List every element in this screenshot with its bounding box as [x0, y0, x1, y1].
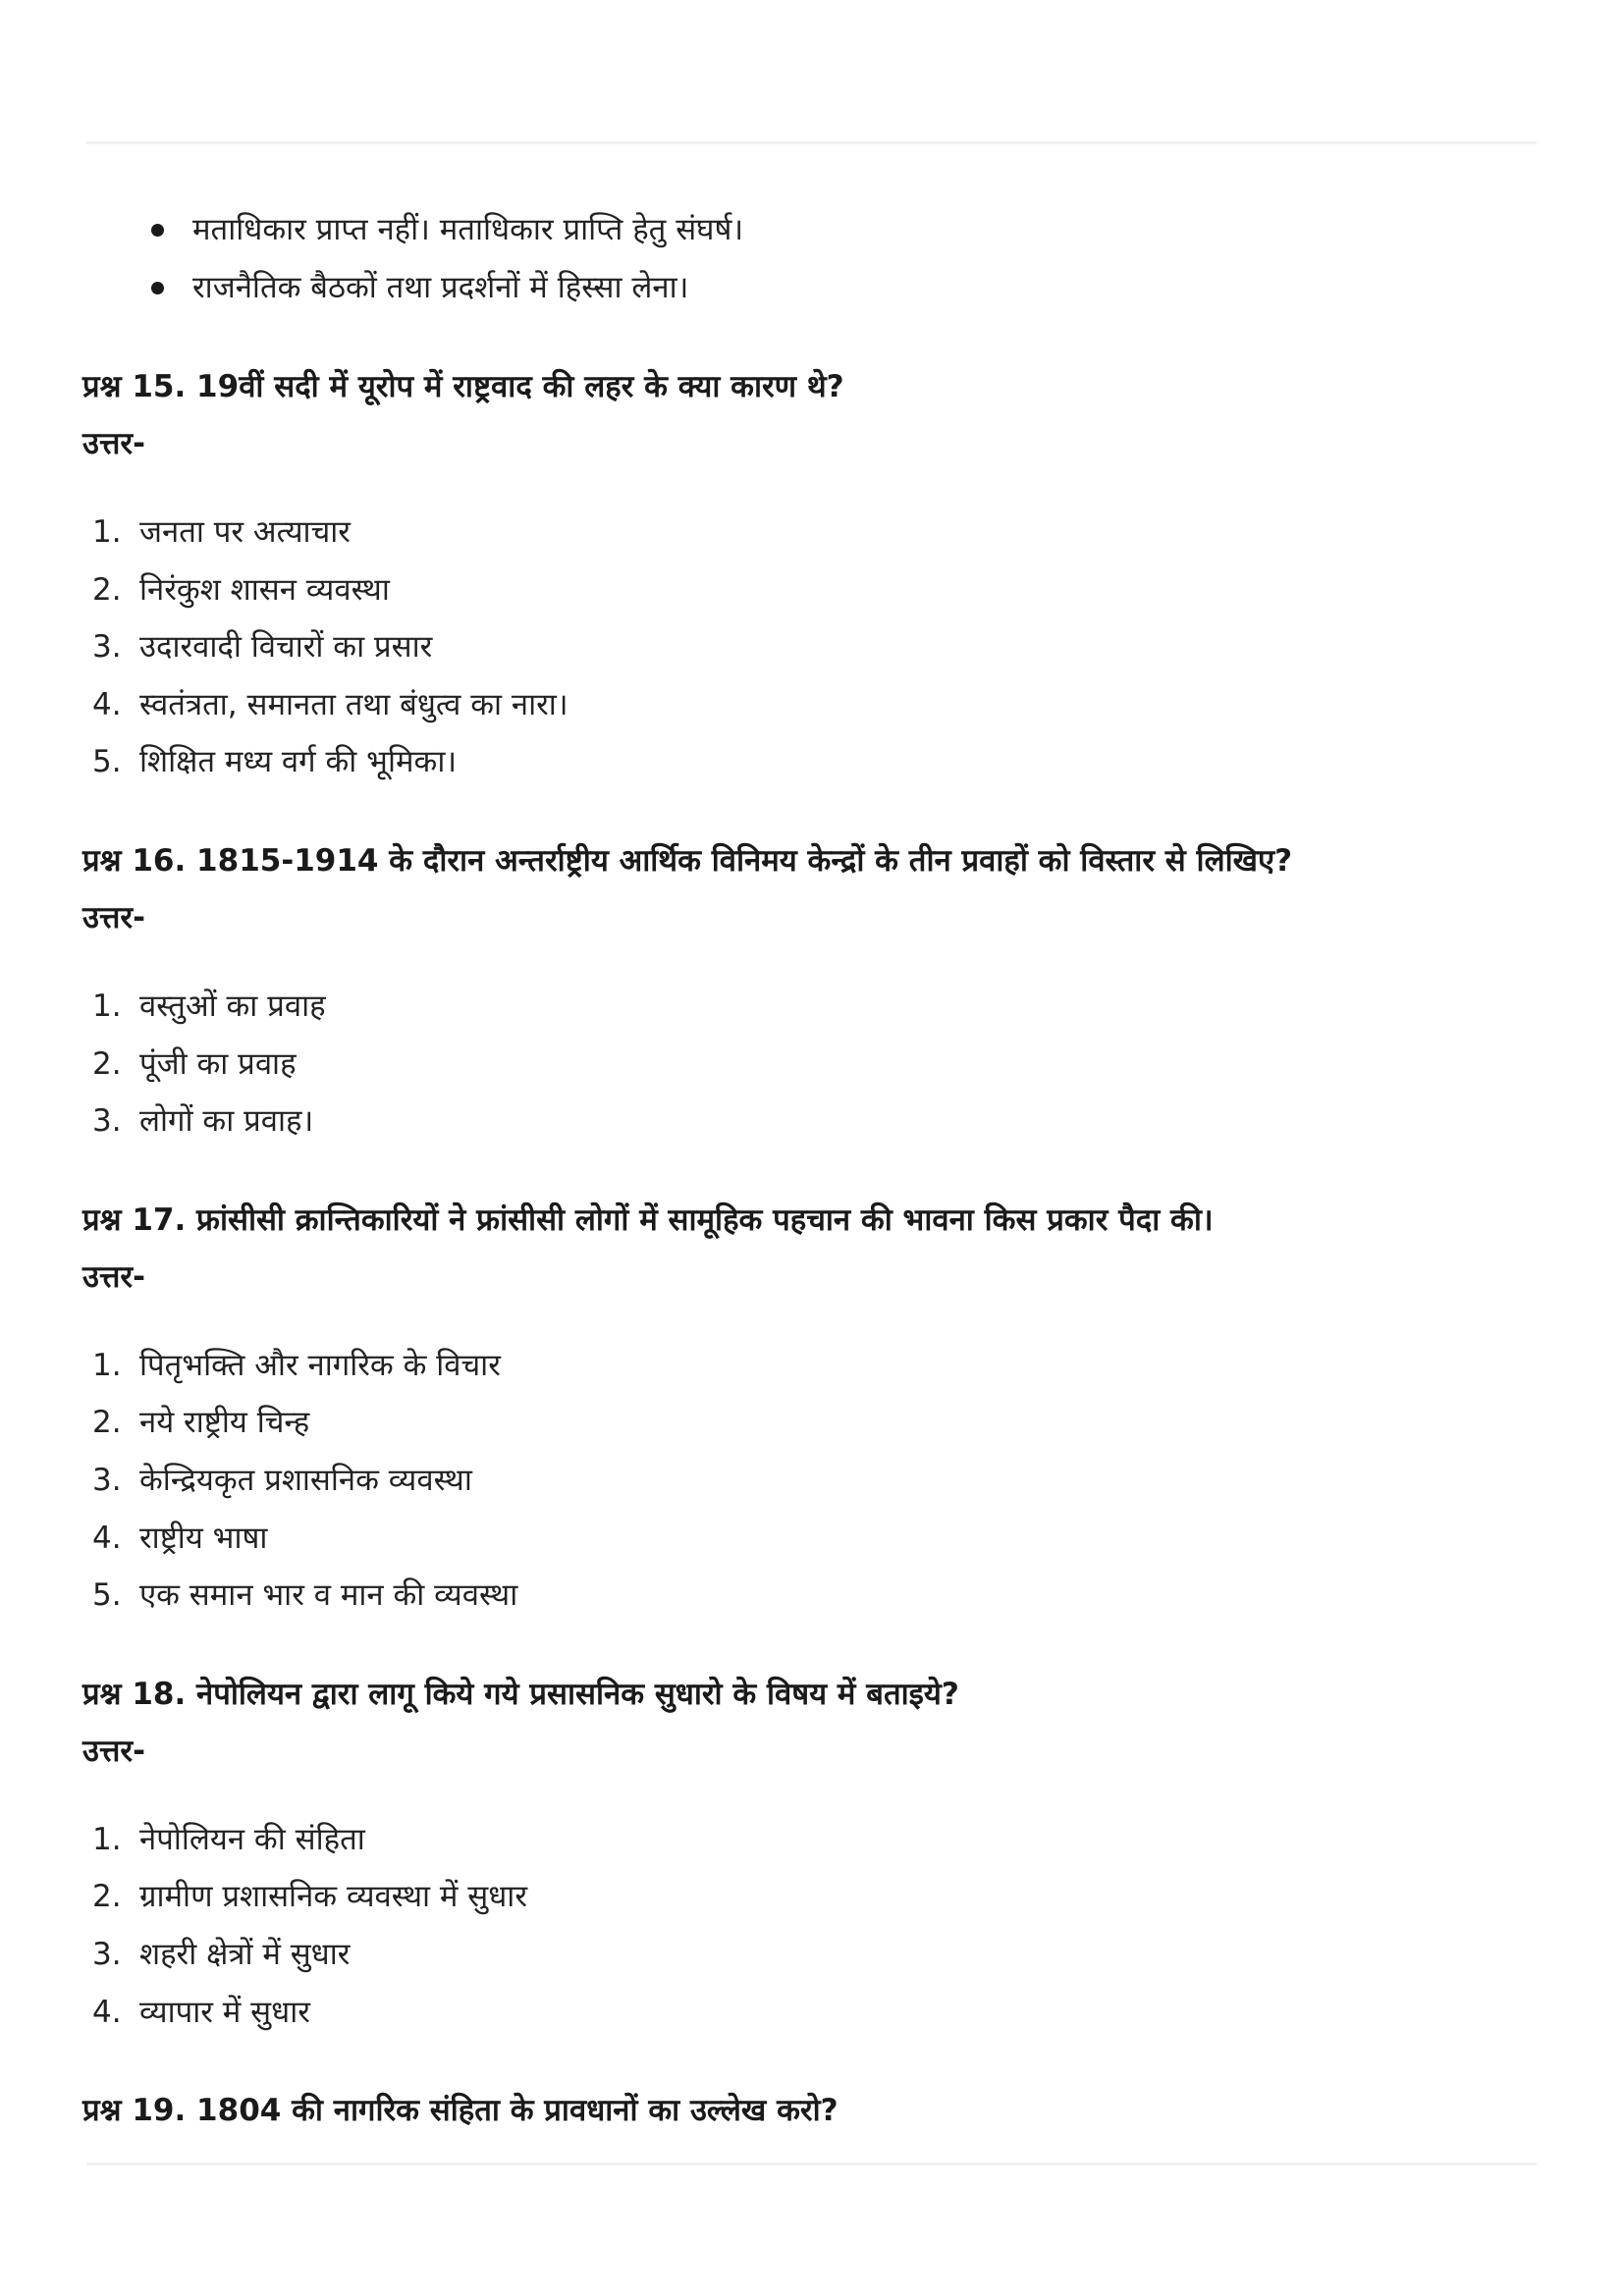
item-text: व्यापार में सुधार: [139, 1994, 310, 2030]
item-text: शहरी क्षेत्रों में सुधार: [139, 1936, 351, 1972]
answer-item: [82, 1452, 1536, 1510]
answer-item: [82, 978, 1536, 1036]
bottom-divider: [86, 2163, 1537, 2165]
answer-item: [82, 1394, 1536, 1452]
item-text: पितृभक्ति और नागरिक के विचार: [139, 1347, 501, 1383]
item-number: 2.: [92, 1045, 122, 1082]
answer-item: [82, 1510, 1536, 1568]
item-number: 1.: [92, 988, 122, 1024]
item-number: 2.: [92, 571, 122, 608]
item-text: शिक्षित मध्य वर्ग की भूमिका।: [139, 744, 458, 780]
question-block-16: [82, 832, 1536, 1150]
question-heading: प्रश्न 16. 1815-1914 के दौरान अन्तर्राष्ट्रीय आर्थिक विनिमय केन्द्रों के तीन प्रवाहों को विस्तार से लिखिए?: [82, 842, 1293, 879]
answer-label: उत्तर-: [82, 899, 145, 935]
answer-item: [82, 1984, 1536, 2042]
answer-item: [82, 1567, 1536, 1625]
question-heading: प्रश्न 19. 1804 की नागरिक संहिता के प्रावधानों का उल्लेख करो?: [82, 2093, 839, 2129]
answer-label: उत्तर-: [82, 426, 145, 461]
item-number: 2.: [92, 1879, 122, 1915]
item-text: नेपोलियन की संहिता: [139, 1821, 365, 1857]
item-text: राष्ट्रीय भाषा: [139, 1520, 268, 1556]
answer-list: [82, 504, 1536, 791]
question-heading: प्रश्न 17. फ्रांसीसी क्रान्तिकारियों ने फ्रांसीसी लोगों में सामूहिक पहचान की भावना किस प्रकार पैदा की।: [82, 1201, 1214, 1238]
question-block-15: [82, 358, 1536, 791]
item-text: निरंकुश शासन व्यवस्था: [139, 571, 390, 608]
document-body: [82, 201, 1536, 2139]
bullet-item: [82, 259, 1536, 317]
item-number: 4.: [92, 686, 122, 722]
question-heading: प्रश्न 15. 19वीं सदी में यूरोप में राष्ट्रवाद की लहर के क्या कारण थे?: [82, 369, 844, 404]
bullet-text: राजनैतिक बैठकों तथा प्रदर्शनों में हिस्सा लेना।: [192, 270, 689, 305]
answer-label: उत्तर-: [82, 1258, 145, 1295]
item-text: एक समान भार व मान की व्यवस्था: [139, 1577, 518, 1614]
item-text: केन्द्रियकृत प्रशासनिक व्यवस्था: [139, 1462, 472, 1498]
item-number: 1.: [92, 1821, 122, 1857]
top-divider: [86, 141, 1537, 144]
item-number: 2.: [92, 1405, 122, 1441]
answer-item: [82, 618, 1536, 676]
item-number: 4.: [92, 1994, 122, 2030]
answer-item: [82, 1337, 1536, 1395]
answer-item: [82, 1811, 1536, 1869]
item-number: 3.: [92, 1103, 122, 1140]
item-number: 3.: [92, 629, 122, 666]
answer-list: [82, 1811, 1536, 2041]
item-number: 5.: [92, 744, 122, 780]
answer-item: [82, 733, 1536, 791]
bullet-item: [82, 201, 1536, 259]
item-text: पूंजी का प्रवाह: [139, 1045, 297, 1082]
item-number: 1.: [92, 514, 122, 550]
answer-label: उत्तर-: [82, 1733, 145, 1769]
answer-list: [82, 978, 1536, 1150]
intro-bullet-list: [82, 201, 1536, 317]
item-text: ग्रामीण प्रशासनिक व्यवस्था में सुधार: [139, 1879, 528, 1915]
answer-item: [82, 561, 1536, 619]
item-text: वस्तुओं का प्रवाह: [139, 988, 326, 1024]
question-heading: प्रश्न 18. नेपोलियन द्वारा लागू किये गये प्रसासनिक सुधारो के विषय में बताइये?: [82, 1676, 959, 1712]
item-text: लोगों का प्रवाह।: [139, 1103, 314, 1140]
answer-item: [82, 1868, 1536, 1926]
bullet-dot-icon: [151, 282, 164, 294]
item-number: 5.: [92, 1577, 122, 1614]
answer-item: [82, 504, 1536, 561]
answer-list: [82, 1337, 1536, 1625]
item-text: स्वतंत्रता, समानता तथा बंधुत्व का नारा।: [139, 686, 568, 722]
bullet-text: मताधिकार प्राप्त नहीं। मताधिकार प्राप्ति हेतु संघर्ष।: [192, 212, 744, 247]
answer-item: [82, 1036, 1536, 1094]
answer-item: [82, 1093, 1536, 1150]
bullet-dot-icon: [151, 224, 164, 237]
item-number: 3.: [92, 1936, 122, 1972]
item-number: 4.: [92, 1520, 122, 1556]
item-text: जनता पर अत्याचार: [139, 514, 351, 550]
item-number: 1.: [92, 1347, 122, 1383]
question-block-19: [82, 2082, 1536, 2139]
question-block-18: [82, 1666, 1536, 2041]
answer-item: [82, 1926, 1536, 1984]
answer-item: [82, 676, 1536, 734]
item-number: 3.: [92, 1462, 122, 1498]
item-text: उदारवादी विचारों का प्रसार: [139, 629, 433, 666]
question-block-17: [82, 1192, 1536, 1625]
item-text: नये राष्ट्रीय चिन्ह: [139, 1405, 310, 1441]
